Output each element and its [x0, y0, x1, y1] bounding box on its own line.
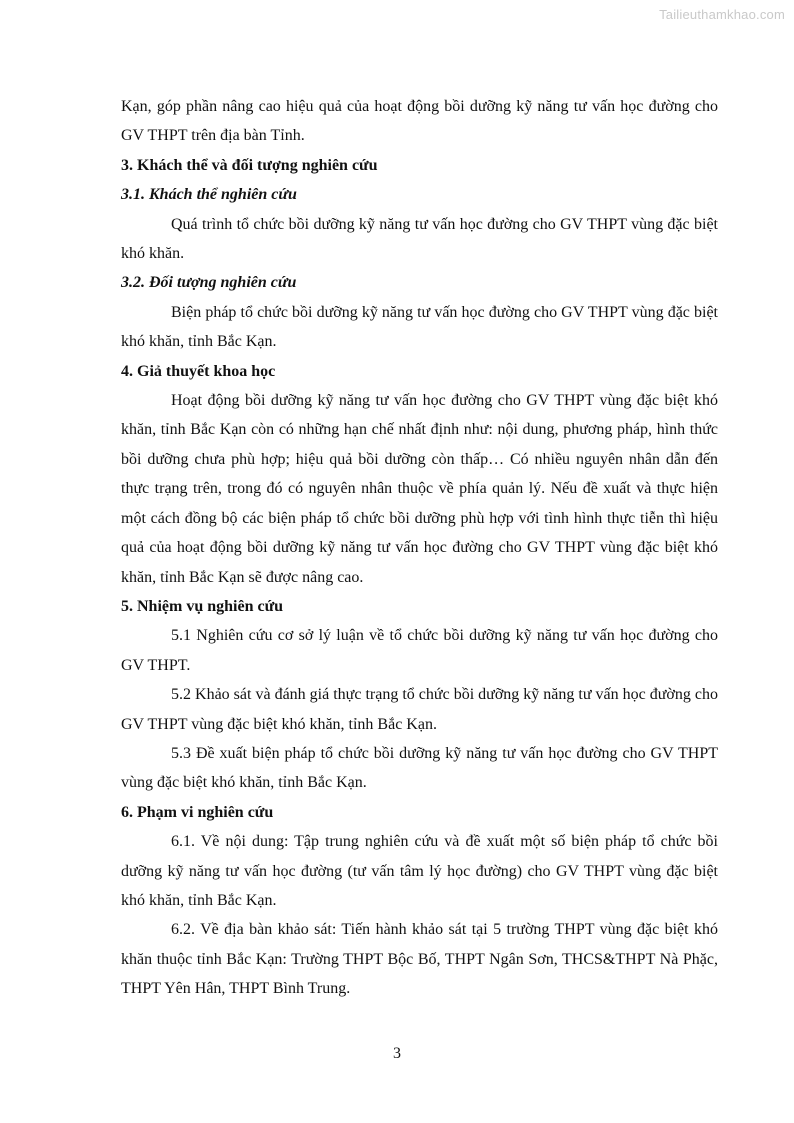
paragraph-5-1: 5.1 Nghiên cứu cơ sở lý luận về tổ chức bồi dưỡng kỹ năng tư vấn học đường cho GV THPT.	[121, 627, 718, 674]
paragraph-4: Hoạt động bồi dưỡng kỹ năng tư vấn học đường cho GV THPT vùng đặc biệt khó khăn, tỉnh Bắc Kạn còn có những hạn chế nhất định như: nội dung, phương pháp, hình thức bồi dưỡng chưa phù hợp; hiệu quả bồi dưỡng còn thấp… Có nhiều nguyên nhân dẫn đến thực trạng trên, trong đó có nguyên nhân thuộc về phía quản lý. Nếu đề xuất và thực hiện một cách đồng bộ các biện pháp tổ chức bồi dưỡng phù hợp với tình hình thực tiễn thì hiệu quả của hoạt động bồi dưỡng kỹ năng tư vấn học đường cho GV THPT vùng đặc biệt khó khăn, tỉnh Bắc Kạn sẽ được nâng cao.	[121, 392, 718, 586]
heading-section-5: 5. Nhiệm vụ nghiên cứu	[121, 597, 284, 615]
heading-section-4: 4. Giả thuyết khoa học	[121, 362, 276, 380]
paragraph-3-1: Quá trình tổ chức bồi dưỡng kỹ năng tư vấn học đường cho GV THPT vùng đặc biệt khó khăn.	[121, 215, 718, 263]
paragraph-5-2: 5.2 Khảo sát và đánh giá thực trạng tổ chức bồi dưỡng kỹ năng tư vấn học đường cho GV THPT vùng đặc biệt khó khăn, tỉnh Bắc Kạn.	[121, 686, 718, 733]
page-number: 3	[393, 1045, 401, 1062]
paragraph-6-1: 6.1. Về nội dung: Tập trung nghiên cứu và đề xuất một số biện pháp tổ chức bồi dưỡng kỹ năng tư vấn học đường (tư vấn tâm lý học đường) cho GV THPT vùng đặc biệt khó khăn, tỉnh Bắc Kạn.	[121, 833, 718, 909]
paragraph-3-2: Biện pháp tổ chức bồi dưỡng kỹ năng tư vấn học đường cho GV THPT vùng đặc biệt khó khăn, tỉnh Bắc Kạn.	[121, 303, 718, 351]
intro-paragraph: Kạn, góp phần nâng cao hiệu quả của hoạt động bồi dưỡng kỹ năng tư vấn học đường cho GV THPT trên địa bàn Tỉnh.	[121, 98, 718, 145]
watermark-text: Tailieuthamkhao.com	[659, 7, 785, 22]
heading-subsection-3-2: 3.2. Đối tượng nghiên cứu	[121, 274, 297, 292]
paragraph-6-2: 6.2. Về địa bàn khảo sát: Tiến hành khảo sát tại 5 trường THPT vùng đặc biệt khó khăn thuộc tỉnh Bắc Kạn: Trường THPT Bộc Bố, THPT Ngân Sơn, THCS&THPT Nà Phặc, THPT Yên Hân, THPT Bình Trung.	[121, 921, 718, 998]
page-body	[121, 92, 718, 1004]
heading-subsection-3-1: 3.1. Khách thể nghiên cứu	[121, 186, 297, 204]
paragraph-5-3: 5.3 Đề xuất biện pháp tổ chức bồi dưỡng kỹ năng tư vấn học đường cho GV THPT vùng đặc biệt khó khăn, tỉnh Bắc Kạn.	[121, 744, 718, 792]
heading-section-3: 3. Khách thể và đối tượng nghiên cứu	[121, 156, 378, 174]
heading-section-6: 6. Phạm vi nghiên cứu	[121, 803, 274, 821]
